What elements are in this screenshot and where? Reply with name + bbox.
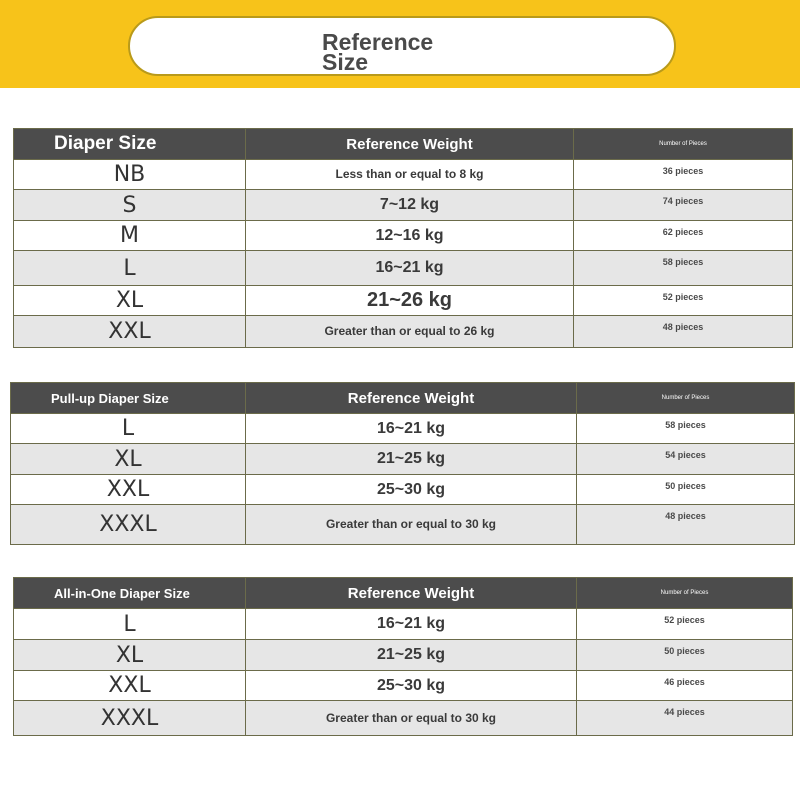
table-row — [14, 286, 793, 316]
pieces-cell: 62 pieces — [574, 221, 793, 251]
weight-cell: Greater than or equal to 30 kg — [246, 701, 577, 736]
size-cell: XL — [11, 444, 246, 475]
size-cell: L — [11, 414, 246, 444]
pieces-cell: 58 pieces — [577, 414, 795, 444]
pieces-column-header: Number of Pieces — [574, 129, 793, 160]
weight-cell: Greater than or equal to 26 kg — [246, 316, 574, 348]
size-column-header: Pull-up Diaper Size — [11, 383, 246, 414]
size-cell: XXL — [11, 475, 246, 505]
table-header-row — [14, 578, 793, 609]
pieces-column-header: Number of Pieces — [577, 383, 795, 414]
pieces-cell: 52 pieces — [574, 286, 793, 316]
pieces-cell: 54 pieces — [577, 444, 795, 475]
table-row — [14, 190, 793, 221]
title-pill — [128, 16, 676, 76]
table-header-row — [11, 383, 795, 414]
weight-column-header: Reference Weight — [246, 383, 577, 414]
size-cell: M — [14, 221, 246, 251]
weight-cell: 25~30 kg — [246, 671, 577, 701]
table-row — [11, 444, 795, 475]
pieces-cell: 74 pieces — [574, 190, 793, 221]
weight-cell: 16~21 kg — [246, 414, 577, 444]
table-row — [14, 316, 793, 348]
pieces-cell: 48 pieces — [574, 316, 793, 348]
size-cell: XXL — [14, 671, 246, 701]
table-row — [14, 640, 793, 671]
table-row — [14, 251, 793, 286]
size-column-header: Diaper Size — [14, 129, 246, 160]
size-cell: L — [14, 609, 246, 640]
size-column-header: All-in-One Diaper Size — [14, 578, 246, 609]
table-row — [14, 609, 793, 640]
pull-up-diaper-table — [10, 382, 795, 545]
pieces-cell: 58 pieces — [574, 251, 793, 286]
weight-cell: 12~16 kg — [246, 221, 574, 251]
header-banner — [0, 0, 800, 88]
pieces-cell: 46 pieces — [577, 671, 793, 701]
table-row — [14, 671, 793, 701]
size-cell: XL — [14, 640, 246, 671]
weight-cell: Less than or equal to 8 kg — [246, 160, 574, 190]
pieces-cell: 48 pieces — [577, 505, 795, 545]
weight-cell: 7~12 kg — [246, 190, 574, 221]
table-row — [14, 160, 793, 190]
pieces-column-header: Number of Pieces — [577, 578, 793, 609]
weight-cell: 25~30 kg — [246, 475, 577, 505]
pieces-cell: 44 pieces — [577, 701, 793, 736]
table-row — [14, 701, 793, 736]
size-cell: XL — [14, 286, 246, 316]
table-row — [14, 221, 793, 251]
weight-cell: 21~25 kg — [246, 640, 577, 671]
weight-cell: Greater than or equal to 30 kg — [246, 505, 577, 545]
weight-cell: 16~21 kg — [246, 251, 574, 286]
size-cell: XXXL — [14, 701, 246, 736]
size-cell: XXL — [14, 316, 246, 348]
size-cell: NB — [14, 160, 246, 190]
table-row — [11, 414, 795, 444]
weight-column-header: Reference Weight — [246, 129, 574, 160]
pieces-cell: 52 pieces — [577, 609, 793, 640]
table-header-row — [14, 129, 793, 160]
table-row — [11, 475, 795, 505]
weight-cell: 16~21 kg — [246, 609, 577, 640]
size-cell: XXXL — [11, 505, 246, 545]
weight-cell: 21~26 kg — [246, 286, 574, 316]
page-title: Reference Size — [322, 29, 434, 75]
table-row — [11, 505, 795, 545]
size-cell: L — [14, 251, 246, 286]
all-in-one-diaper-table — [13, 577, 793, 736]
size-cell: S — [14, 190, 246, 221]
weight-cell: 21~25 kg — [246, 444, 577, 475]
pieces-cell: 50 pieces — [577, 475, 795, 505]
diaper-size-table — [13, 128, 793, 348]
pieces-cell: 50 pieces — [577, 640, 793, 671]
pieces-cell: 36 pieces — [574, 160, 793, 190]
weight-column-header: Reference Weight — [246, 578, 577, 609]
